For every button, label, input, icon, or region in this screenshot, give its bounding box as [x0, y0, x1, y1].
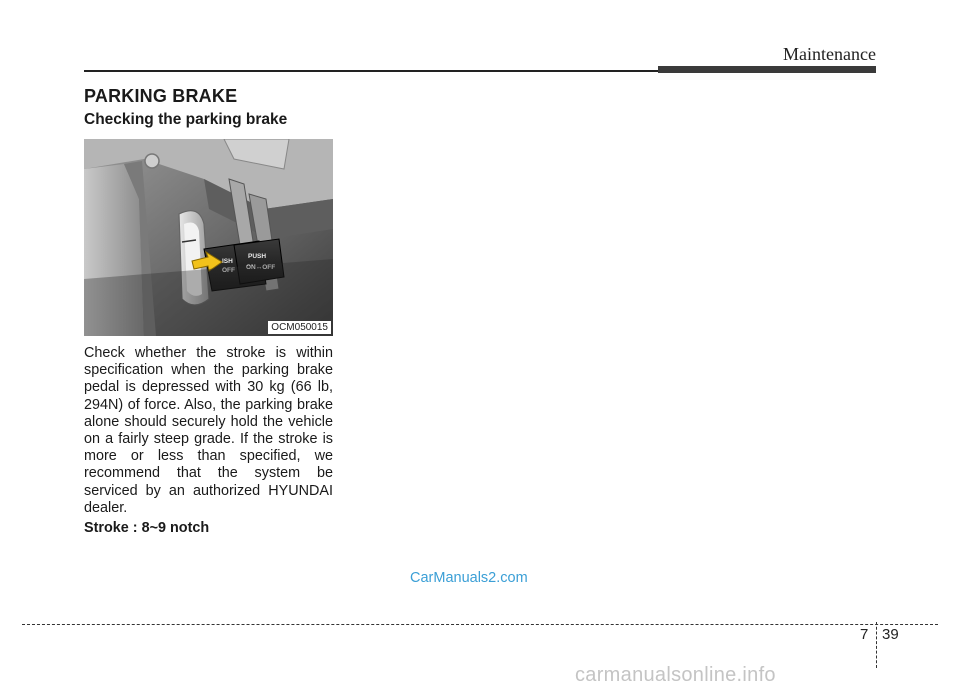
parking-brake-figure: [84, 139, 333, 336]
figure-code: OCM050015: [268, 321, 331, 334]
footer-divider: [876, 622, 877, 668]
sub-title: Checking the parking brake: [84, 111, 288, 128]
pedal-label-right-1: PUSH: [248, 253, 267, 260]
header-rule: [84, 70, 660, 72]
stroke-spec: Stroke : 8~9 notch: [84, 520, 210, 536]
pedal-label-left-1: ISH: [222, 258, 233, 265]
section-title: PARKING BRAKE: [84, 86, 238, 106]
body-text: Check whether the stroke is within specification when the parking brake pedal is depressed with 30 kg (66 lb, 294N) of force. Also, the parking brake alone should securely hold the vehicle on a fairly steep grade. If the stroke is more or less than specified, we recommend that the system be serviced by an authorized HYUNDAI dealer.: [84, 345, 333, 516]
watermark-link[interactable]: CarManuals2.com: [410, 570, 528, 586]
header-rule-accent: [658, 66, 876, 73]
parking-brake-illustration: [84, 139, 333, 336]
bottom-watermark: carmanualsonline.info: [575, 664, 776, 686]
page-number: 39: [882, 626, 899, 643]
pedal-label-right-2: ON↔OFF: [246, 264, 276, 271]
footer-rule: [22, 624, 938, 625]
chapter-number: 7: [860, 626, 869, 643]
pedal-label-left-2: OFF: [222, 267, 235, 274]
header-section-title: Maintenance: [783, 44, 876, 64]
